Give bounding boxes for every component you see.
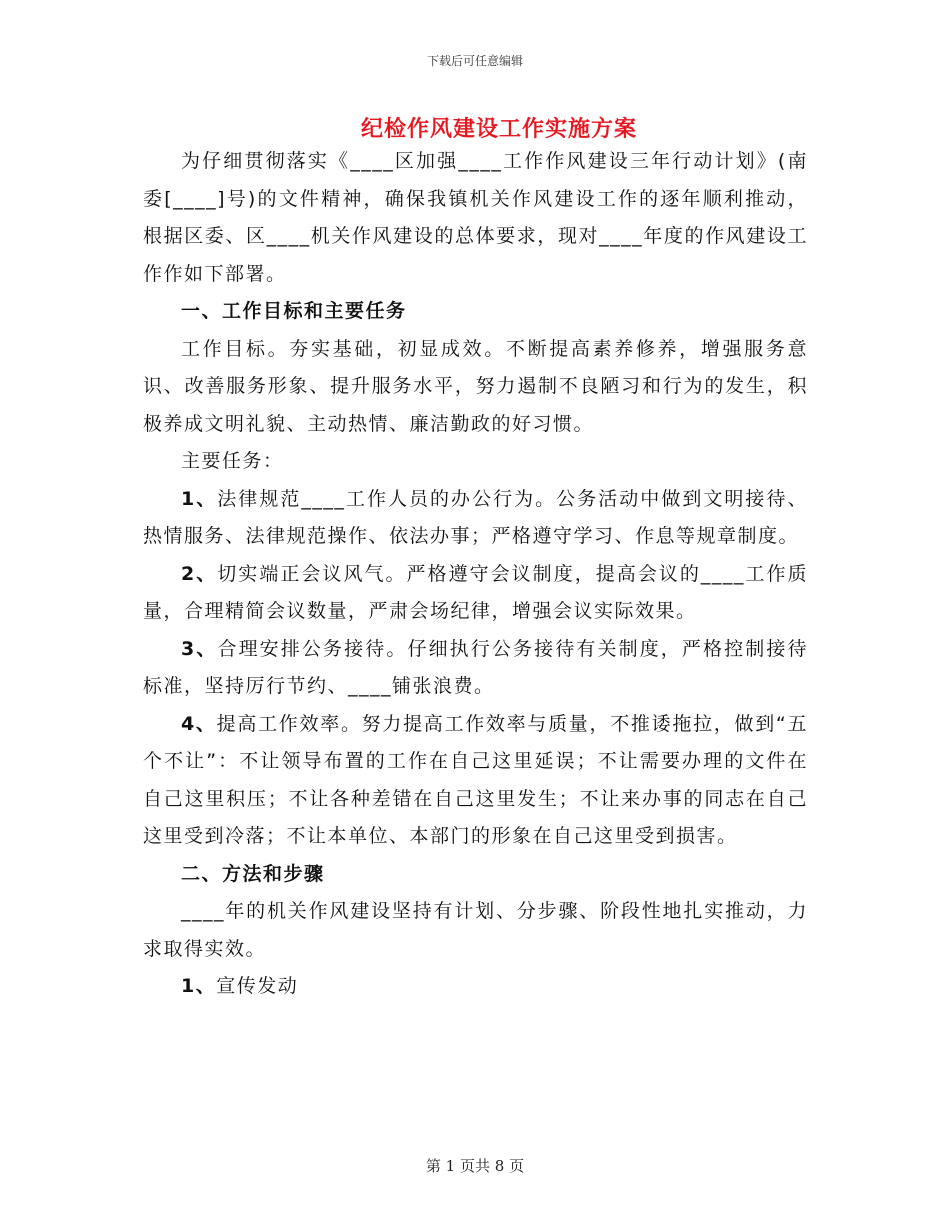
task-number-3: 3、 <box>181 637 218 660</box>
step-text-1: 宣传发动 <box>216 975 299 997</box>
task-text-2: 切实端正会议风气。严格遵守会议制度，提高会议的____工作质量，合理精简会议数量，严肃会场纪律，增强会议实际效果。 <box>143 562 808 622</box>
intro-paragraph: 为仔细贯彻落实《____区加强____工作作风建设三年行动计划》(南委[____]号)的文件精神，确保我镇机关作风建设工作的逐年顺利推动，根据区委、区____机关作风建设的总体要求，现对____年度的作风建设工作作如下部署。 <box>143 150 808 285</box>
task-number-1: 1、 <box>181 487 218 510</box>
document-body <box>143 143 808 1006</box>
task-item-1 <box>143 481 808 556</box>
methods-paragraph: ____年的机关作风建设坚持有计划、分步骤、阶段性地扎实推动，力求取得实效。 <box>143 900 808 960</box>
step-number-1: 1、 <box>181 975 217 997</box>
task-item-2 <box>143 556 808 631</box>
task-text-4: 提高工作效率。努力提高工作效率与质量，不推诿拖拉，做到“五个不让”：不让领导布置的工作在自己这里延误；不让需要办理的文件在自己这里积压；不让各种差错在自己这里发生；不让来办事的同志在自己这里受到冷落；不让本单位、本部门的形象在自己这里受到损害。 <box>143 712 808 847</box>
task-number-2: 2、 <box>181 562 218 585</box>
section-heading-methods: 二、方法和步骤 <box>181 862 325 885</box>
header-note: 下载后可任意编辑 <box>426 54 523 68</box>
task-item-4 <box>143 706 808 856</box>
step-item-1 <box>143 968 808 1006</box>
tasks-label: 主要任务： <box>181 450 284 472</box>
goals-paragraph: 工作目标。夯实基础，初显成效。不断提高素养修养，增强服务意识、改善服务形象、提升服务水平，努力遏制不良陋习和行为的发生，积极养成文明礼貌、主动热情、廉洁勤政的好习惯。 <box>143 337 808 435</box>
task-item-3 <box>143 631 808 706</box>
task-text-3: 合理安排公务接待。仔细执行公务接待有关制度，严格控制接待标准，坚持厉行节约、____铺张浪费。 <box>143 637 808 697</box>
page-footer: 第 1 页共 8 页 <box>425 1157 525 1175</box>
task-number-4: 4、 <box>181 712 217 735</box>
document-title: 纪检作风建设工作实施方案 <box>360 116 637 142</box>
task-text-1: 法律规范____工作人员的办公行为。公务活动中做到文明接待、热情服务、法律规范操作、依法办事；严格遵守学习、作息等规章制度。 <box>143 487 808 547</box>
section-heading-goals: 一、工作目标和主要任务 <box>181 300 407 322</box>
